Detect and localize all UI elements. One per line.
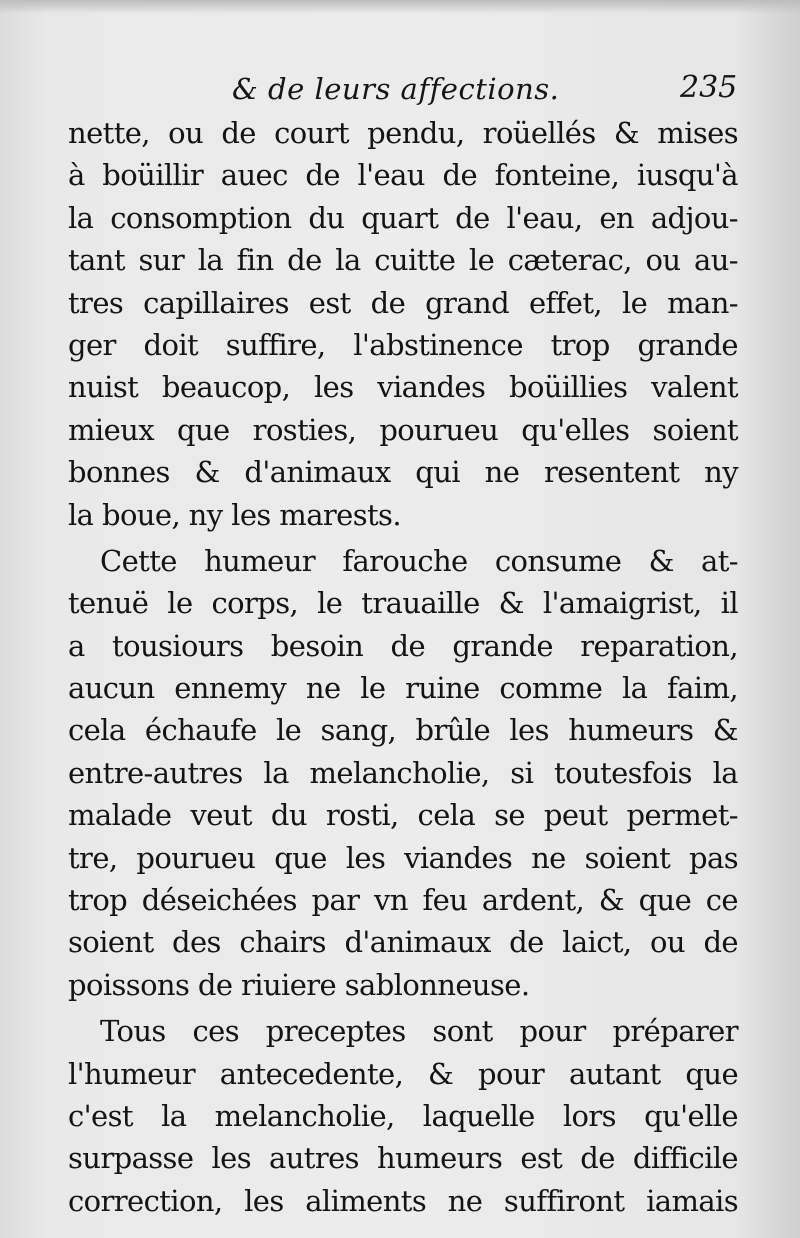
text-line: bonnes & d'animaux qui ne resentent ny bbox=[68, 455, 738, 490]
body-text bbox=[68, 112, 738, 1222]
text-line: l'humeur antecedente, & pour autant que bbox=[68, 1056, 738, 1091]
text-line: nuist beaucop, les viandes boüillies valent bbox=[68, 370, 738, 405]
text-line: correction, les aliments ne suffiront iamais bbox=[68, 1183, 738, 1218]
text-line: tenuë le corps, le trauaille & l'amaigrist, il bbox=[68, 586, 738, 621]
text-line: aucun ennemy ne le ruine comme la faim, bbox=[68, 671, 738, 706]
text-line: nette, ou de court pendu, roüellés & mises bbox=[68, 116, 738, 150]
text-line: Cette humeur farouche consume & at- bbox=[100, 543, 738, 578]
text-line: a tousiours besoin de grande reparation, bbox=[68, 628, 738, 663]
page-header bbox=[0, 70, 800, 110]
running-title: & de leurs affections. bbox=[232, 72, 560, 106]
paragraph-2 bbox=[68, 540, 738, 1006]
text-line: c'est la melancholie, laquelle lors qu'elle bbox=[68, 1098, 738, 1133]
text-line: mieux que rosties, pourueu qu'elles soient bbox=[68, 412, 738, 447]
text-line: à boüillir auec de l'eau de fonteine, iusqu'à bbox=[68, 158, 738, 193]
paragraph-3 bbox=[68, 1010, 738, 1222]
text-line: cela échaufe le sang, brûle les humeurs & bbox=[68, 713, 738, 748]
text-line: tres capillaires est de grand effet, le man- bbox=[68, 285, 738, 320]
paragraph-1 bbox=[68, 112, 738, 536]
text-line: tre, pourueu que les viandes ne soient pas bbox=[68, 840, 738, 875]
text-line: entre-autres la melancholie, si toutesfois la bbox=[68, 755, 738, 790]
text-line: ger doit suffire, l'abstinence trop grande bbox=[68, 327, 738, 362]
text-line: la boue, ny les marests. bbox=[68, 497, 401, 532]
text-line: la consomption du quart de l'eau, en adjou- bbox=[68, 200, 738, 235]
text-line: surpasse les autres humeurs est de difficile bbox=[68, 1141, 738, 1176]
text-line: soient des chairs d'animaux de laict, ou de bbox=[68, 925, 738, 960]
page-number: 235 bbox=[680, 70, 738, 105]
text-line: tant sur la fin de la cuitte le cæterac, ou au- bbox=[68, 243, 738, 278]
text-line: Tous ces preceptes sont pour préparer bbox=[100, 1014, 738, 1049]
text-line: poissons de riuiere sablonneuse. bbox=[68, 967, 530, 1002]
text-line: trop déseichées par vn feu ardent, & que ce bbox=[68, 883, 738, 918]
text-line: malade veut du rosti, cela se peut permet- bbox=[68, 798, 738, 833]
